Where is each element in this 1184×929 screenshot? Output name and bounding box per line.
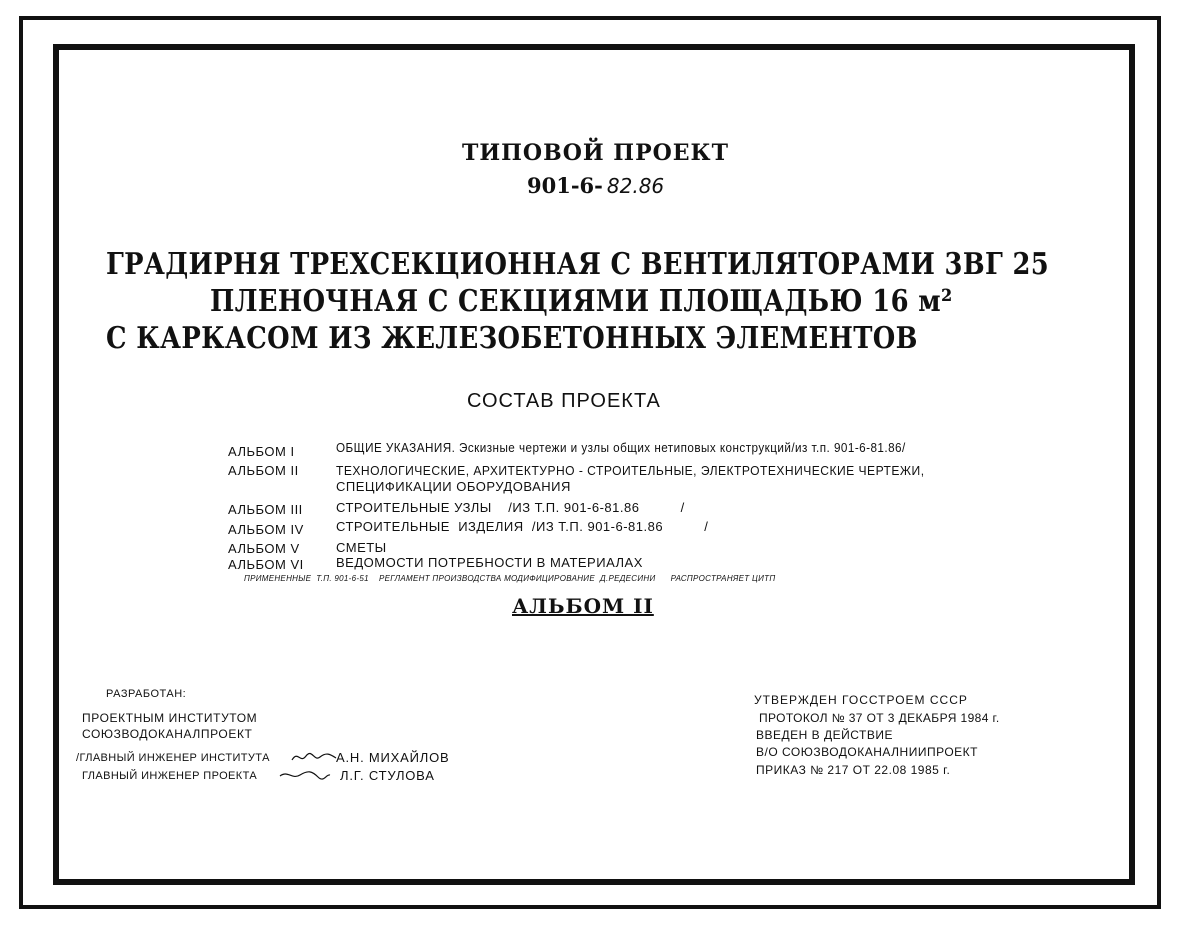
album-4-label: АЛЬБОМ IV bbox=[228, 522, 304, 537]
chief-project-role: ГЛАВНЫЙ ИНЖЕНЕР ПРОЕКТА bbox=[82, 770, 258, 782]
album-3-text: СТРОИТЕЛЬНЫЕ УЗЛЫ /ИЗ Т.П. 901-6-81.86 / bbox=[336, 500, 685, 515]
album-1-label: АЛЬБОМ I bbox=[228, 444, 295, 459]
album-2-text: ТЕХНОЛОГИЧЕСКИЕ, АРХИТЕКТУРНО - СТРОИТЕЛЬНЫЕ, ЭЛЕКТРОТЕХНИЧЕСКИЕ ЧЕРТЕЖИ, bbox=[336, 463, 925, 478]
album-4-text: СТРОИТЕЛЬНЫЕ ИЗДЕЛИЯ /ИЗ Т.П. 901-6-81.86 / bbox=[336, 519, 709, 534]
album-3-label: АЛЬБОМ III bbox=[228, 502, 303, 517]
album-5-label: АЛЬБОМ V bbox=[228, 541, 300, 556]
developer-org-line-1: ПРОЕКТНЫМ ИНСТИТУТОМ bbox=[82, 711, 258, 725]
approval-line-3: ВВЕДЕН В ДЕЙСТВИЕ bbox=[756, 728, 893, 742]
current-album: АЛЬБОМ II bbox=[512, 594, 654, 618]
album-2-text-cont: СПЕЦИФИКАЦИИ ОБОРУДОВАНИЯ bbox=[336, 479, 571, 494]
approval-line-2: ПРОТОКОЛ № 37 ОТ 3 ДЕКАБРЯ 1984 г. bbox=[759, 711, 1000, 725]
title-line-1: ГРАДИРНЯ ТРЕХСЕКЦИОННАЯ С ВЕНТИЛЯТОРАМИ 3ВГ 25 bbox=[106, 247, 1050, 282]
project-number-prefix: 901-6- bbox=[527, 173, 603, 198]
project-number-suffix: 82.86 bbox=[606, 174, 665, 198]
applied-projects-note: ПРИМЕНЕННЫЕ Т.П. 901-6-51 РЕГЛАМЕНТ ПРОИЗВОДСТВА МОДИФИЦИРОВАНИЕ Д.РЕДЕСИНИ РАСПРОСТРАНЯЕТ ЦИТП bbox=[244, 574, 776, 583]
developer-heading: РАЗРАБОТАН: bbox=[106, 688, 187, 700]
approval-line-4: В/О СОЮЗВОДОКАНАЛНИИПРОЕКТ bbox=[756, 745, 978, 759]
album-6-label: АЛЬБОМ VI bbox=[228, 557, 304, 572]
album-5-text: СМЕТЫ bbox=[336, 540, 387, 555]
album-6-text: ВЕДОМОСТИ ПОТРЕБНОСТИ В МАТЕРИАЛАХ bbox=[336, 555, 643, 570]
signature-stulova bbox=[278, 766, 332, 784]
chief-project-name: Л.Г. СТУЛОВА bbox=[340, 768, 435, 783]
chief-institute-name: А.Н. МИХАЙЛОВ bbox=[336, 750, 450, 765]
approval-line-1: УТВЕРЖДЕН ГОССТРОЕМ СССР bbox=[754, 693, 968, 707]
composition-heading: СОСТАВ ПРОЕКТА bbox=[467, 390, 661, 412]
chief-institute-role: /ГЛАВНЫЙ ИНЖЕНЕР ИНСТИТУТА bbox=[76, 752, 270, 764]
signature-mikhailov bbox=[290, 748, 338, 766]
approval-line-5: ПРИКАЗ № 217 ОТ 22.08 1985 г. bbox=[756, 763, 951, 777]
album-2-label: АЛЬБОМ II bbox=[228, 463, 299, 478]
developer-org-line-2: СОЮЗВОДОКАНАЛПРОЕКТ bbox=[82, 727, 253, 741]
title-line-2: ПЛЕНОЧНАЯ С СЕКЦИЯМИ ПЛОЩАДЬЮ 16 м² bbox=[210, 284, 953, 319]
album-1-text: ОБЩИЕ УКАЗАНИЯ. Эскизные чертежи и узлы общих нетиповых конструкций/из т.п. 901-6-81.86/ bbox=[336, 440, 906, 455]
title-line-3: С КАРКАСОМ ИЗ ЖЕЛЕЗОБЕТОННЫХ ЭЛЕМЕНТОВ bbox=[106, 321, 918, 356]
project-number bbox=[527, 173, 664, 198]
project-type-heading: ТИПОВОЙ ПРОЕКТ bbox=[462, 140, 729, 166]
